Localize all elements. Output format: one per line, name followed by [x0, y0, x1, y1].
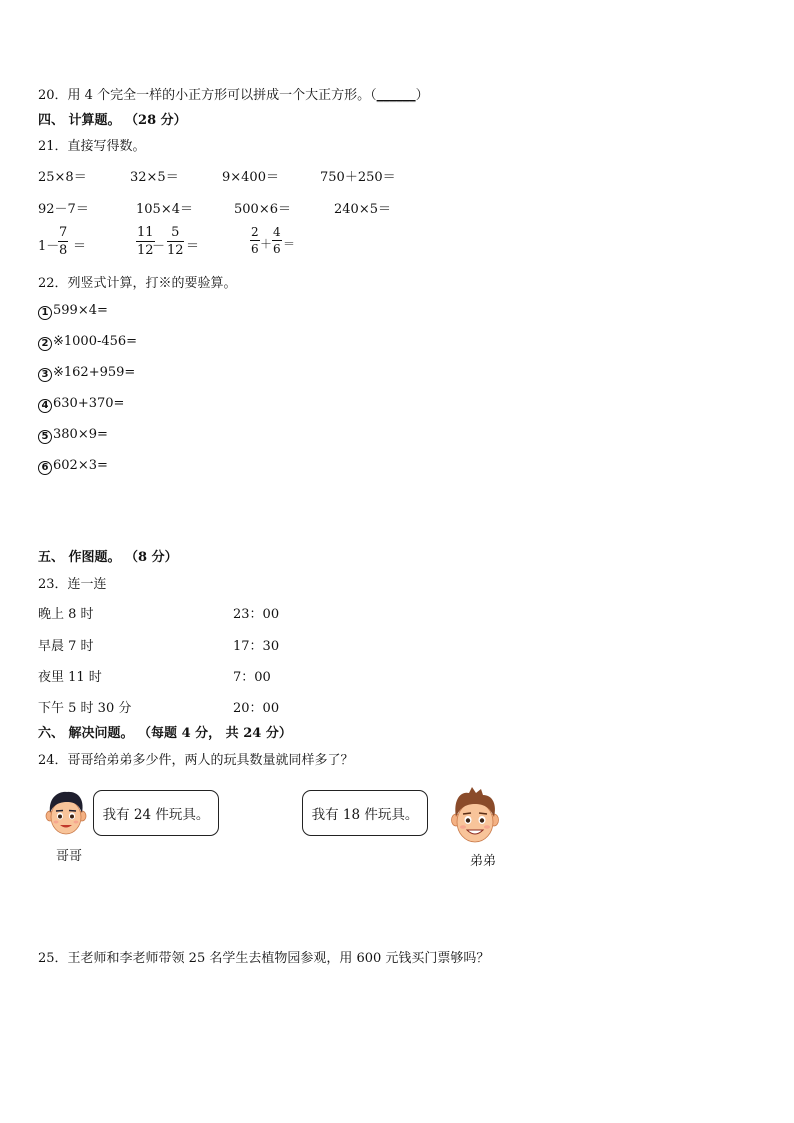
- time-phrase[interactable]: 早晨 7 时: [38, 639, 94, 654]
- circled-number-6: 6: [38, 461, 52, 475]
- vertical-calc-expr: 630+370=: [53, 396, 125, 411]
- question-25-title: 25．王老师和李老师带领 25 名学生去植物园参观，用 600 元钱买门票够吗？: [38, 951, 490, 966]
- question-24-title: 24．哥哥给弟弟多少件，两人的玩具数量就同样多了？: [38, 753, 354, 768]
- fraction-2-6: [250, 226, 260, 255]
- time-phrase[interactable]: 下午 5 时 30 分: [38, 701, 132, 716]
- circled-number-3: 3: [38, 368, 52, 382]
- time-phrase[interactable]: 夜里 11 时: [38, 670, 102, 685]
- calc-32x5: 32×5＝: [130, 170, 179, 185]
- answer-blank[interactable]: ______: [376, 88, 416, 103]
- question-21-title: 21．直接写得数。: [38, 139, 146, 154]
- denominator: 6: [251, 242, 259, 256]
- circled-number-1: 1: [38, 306, 52, 320]
- section-4-heading: 四、 计算题。 （28 分）: [38, 113, 187, 128]
- equals-sign: ＝: [283, 237, 296, 251]
- numerator: 7: [59, 225, 68, 240]
- circled-number-2: 2: [38, 337, 52, 351]
- calc-240x5: 240×5＝: [334, 202, 391, 217]
- denominator: 8: [59, 243, 68, 258]
- calc-25x8: 25×8＝: [38, 170, 87, 185]
- older-brother-speech-bubble: 我有 24 件玩具。: [93, 790, 219, 836]
- calc-750plus250: 750＋250＝: [320, 170, 396, 185]
- denominator: 12: [167, 243, 184, 258]
- question-23-title: 23．连一连: [38, 577, 107, 592]
- vertical-calc-6: [38, 458, 108, 475]
- numerator: 5: [167, 226, 184, 242]
- fraction-calc-2: [136, 226, 206, 262]
- older-brother-avatar: [43, 789, 89, 837]
- vertical-calc-expr: 602×3=: [53, 458, 108, 473]
- vertical-calc-3: [38, 365, 135, 382]
- vertical-calc-5: [38, 427, 108, 444]
- fraction-calc-1: [38, 226, 98, 262]
- numerator: 11: [137, 225, 154, 240]
- fraction-calc-1-lead: 1－: [38, 239, 60, 254]
- minus-sign: －: [152, 239, 166, 254]
- fraction-5-12: [167, 226, 184, 257]
- denominator: 12: [137, 243, 154, 258]
- vertical-calc-4: [38, 396, 124, 413]
- numerator: 4: [273, 225, 281, 239]
- time-phrase[interactable]: 晚上 8 时: [38, 607, 94, 622]
- clock-time[interactable]: 17：30: [233, 639, 280, 654]
- vertical-calc-expr: ※162+959=: [53, 365, 136, 380]
- calc-92minus7: 92－7＝: [38, 202, 89, 217]
- section-5-heading: 五、 作图题。 （8 分）: [38, 550, 178, 565]
- equals-sign: ＝: [73, 239, 87, 254]
- vertical-calc-1: [38, 303, 108, 320]
- plus-sign: ＋: [260, 237, 273, 251]
- clock-time[interactable]: 20：00: [233, 701, 280, 716]
- older-brother-label: 哥哥: [56, 849, 83, 864]
- numerator: 2: [251, 225, 259, 239]
- circled-number-5: 5: [38, 430, 52, 444]
- circled-number-4: 4: [38, 399, 52, 413]
- equals-sign: ＝: [186, 239, 200, 254]
- younger-brother-avatar: [447, 787, 503, 847]
- fraction-7-8: [58, 226, 68, 257]
- fraction-4-6: [272, 226, 282, 255]
- clock-time[interactable]: 23：00: [233, 607, 280, 622]
- vertical-calc-2: [38, 334, 137, 351]
- vertical-calc-expr: 599×4=: [53, 303, 108, 318]
- vertical-calc-expr: 380×9=: [53, 427, 108, 442]
- younger-brother-speech-bubble: 我有 18 件玩具。: [302, 790, 428, 836]
- question-20: [38, 84, 429, 103]
- denominator: 6: [273, 242, 281, 256]
- question-20-close: ）: [415, 88, 429, 103]
- calc-9x400: 9×400＝: [222, 170, 279, 185]
- calc-500x6: 500×6＝: [234, 202, 291, 217]
- vertical-calc-expr: ※1000-456=: [53, 334, 138, 349]
- fraction-calc-3: [250, 226, 310, 262]
- clock-time[interactable]: 7：00: [233, 670, 271, 685]
- question-22-title: 22．列竖式计算，打※的要验算。: [38, 276, 237, 291]
- section-6-heading: 六、 解决问题。 （每题 4 分， 共 24 分）: [38, 726, 292, 741]
- question-20-text: 20．用 4 个完全一样的小正方形可以拼成一个大正方形。（: [38, 88, 377, 103]
- younger-brother-label: 弟弟: [470, 854, 497, 869]
- calc-105x4: 105×4＝: [136, 202, 193, 217]
